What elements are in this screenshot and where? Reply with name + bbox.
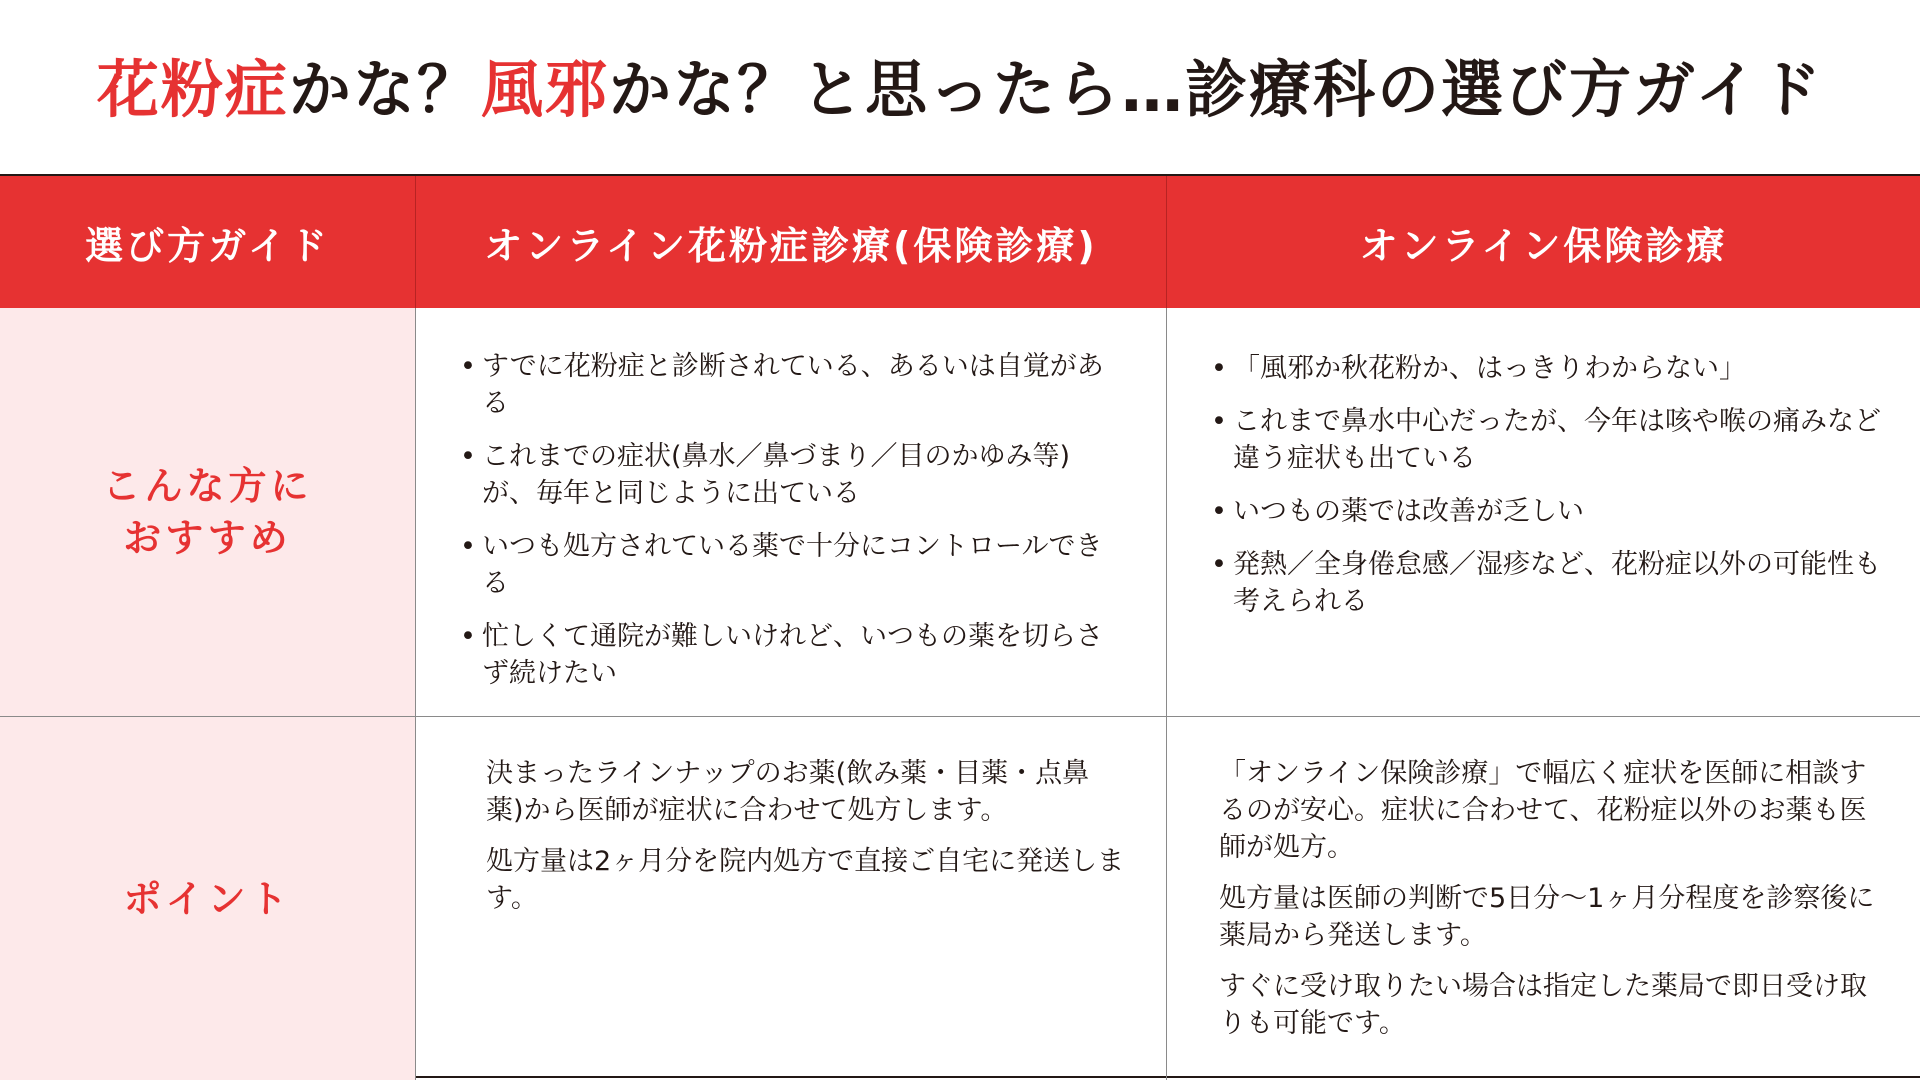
list-item: • いつもの薬では改善が乏しい [1211,493,1891,530]
recommended-hayfever-cell [416,308,1167,717]
list-item: • 忙しくて通院が難しいけれど、いつもの薬を切らさず続けたい [460,618,1120,692]
point-hayfever-text [486,755,1126,931]
paragraph: 「オンライン保険診療」で幅広く症状を医師に相談するのが安心。症状に合わせて、花粉症以外のお薬も医師が処方。 [1219,758,1867,863]
recommended-insurance-list [1211,350,1891,636]
list-item: • これまで鼻水中心だったが、今年は咳や喉の痛みなど違う症状も出ている [1211,403,1891,477]
recommended-insurance-cell [1167,308,1920,717]
title-question-1: かな？ [288,53,481,126]
comparison-table [0,174,1920,1078]
point-hayfever-cell [416,717,1167,1080]
list-item: • これまでの症状(鼻水／鼻づまり／目のかゆみ等)が、毎年と同じように出ている [460,438,1120,512]
row-label-recommended-text: こんな方に おすすめ [102,464,313,560]
list-item: • いつも処方されている薬で十分にコントロールできる [460,528,1120,602]
header-online-hayfever: オンライン花粉症診療(保険診療) [416,176,1167,308]
list-item: • すでに花粉症と診断されている、あるいは自覚がある [460,348,1120,422]
row-label-recommended [0,308,416,717]
recommended-hayfever-list [460,348,1120,708]
title-cold: 風邪 [480,53,609,126]
list-item: • 発熱／全身倦怠感／湿疹など、花粉症以外の可能性も考えられる [1211,546,1891,620]
header-online-insurance: オンライン保険診療 [1167,176,1920,308]
paragraph: 処方量は医師の判断で5日分〜1ヶ月分程度を診察後に薬局から発送します。 [1219,883,1875,951]
title-hayfever: 花粉症 [96,53,289,126]
point-insurance-text [1219,755,1879,1056]
point-insurance-cell [1167,717,1920,1080]
paragraph: すぐに受け取りたい場合は指定した薬局で即日受け取りも可能です。 [1219,971,1867,1039]
list-item: • 「風邪か秋花粉か、はっきりわからない」 [1211,350,1891,387]
title-rest: かな？と思ったら…診療科の選び方ガイド [608,53,1824,126]
page-title [0,50,1920,130]
paragraph: 処方量は2ヶ月分を院内処方で直接ご自宅に発送します。 [486,846,1125,914]
paragraph: 決まったラインナップのお薬(飲み薬・目薬・点鼻薬)から医師が症状に合わせて処方します。 [486,758,1090,826]
row-label-point-text: ポイント [123,876,292,921]
row-label-point [0,717,416,1080]
header-guide: 選び方ガイド [0,176,416,308]
